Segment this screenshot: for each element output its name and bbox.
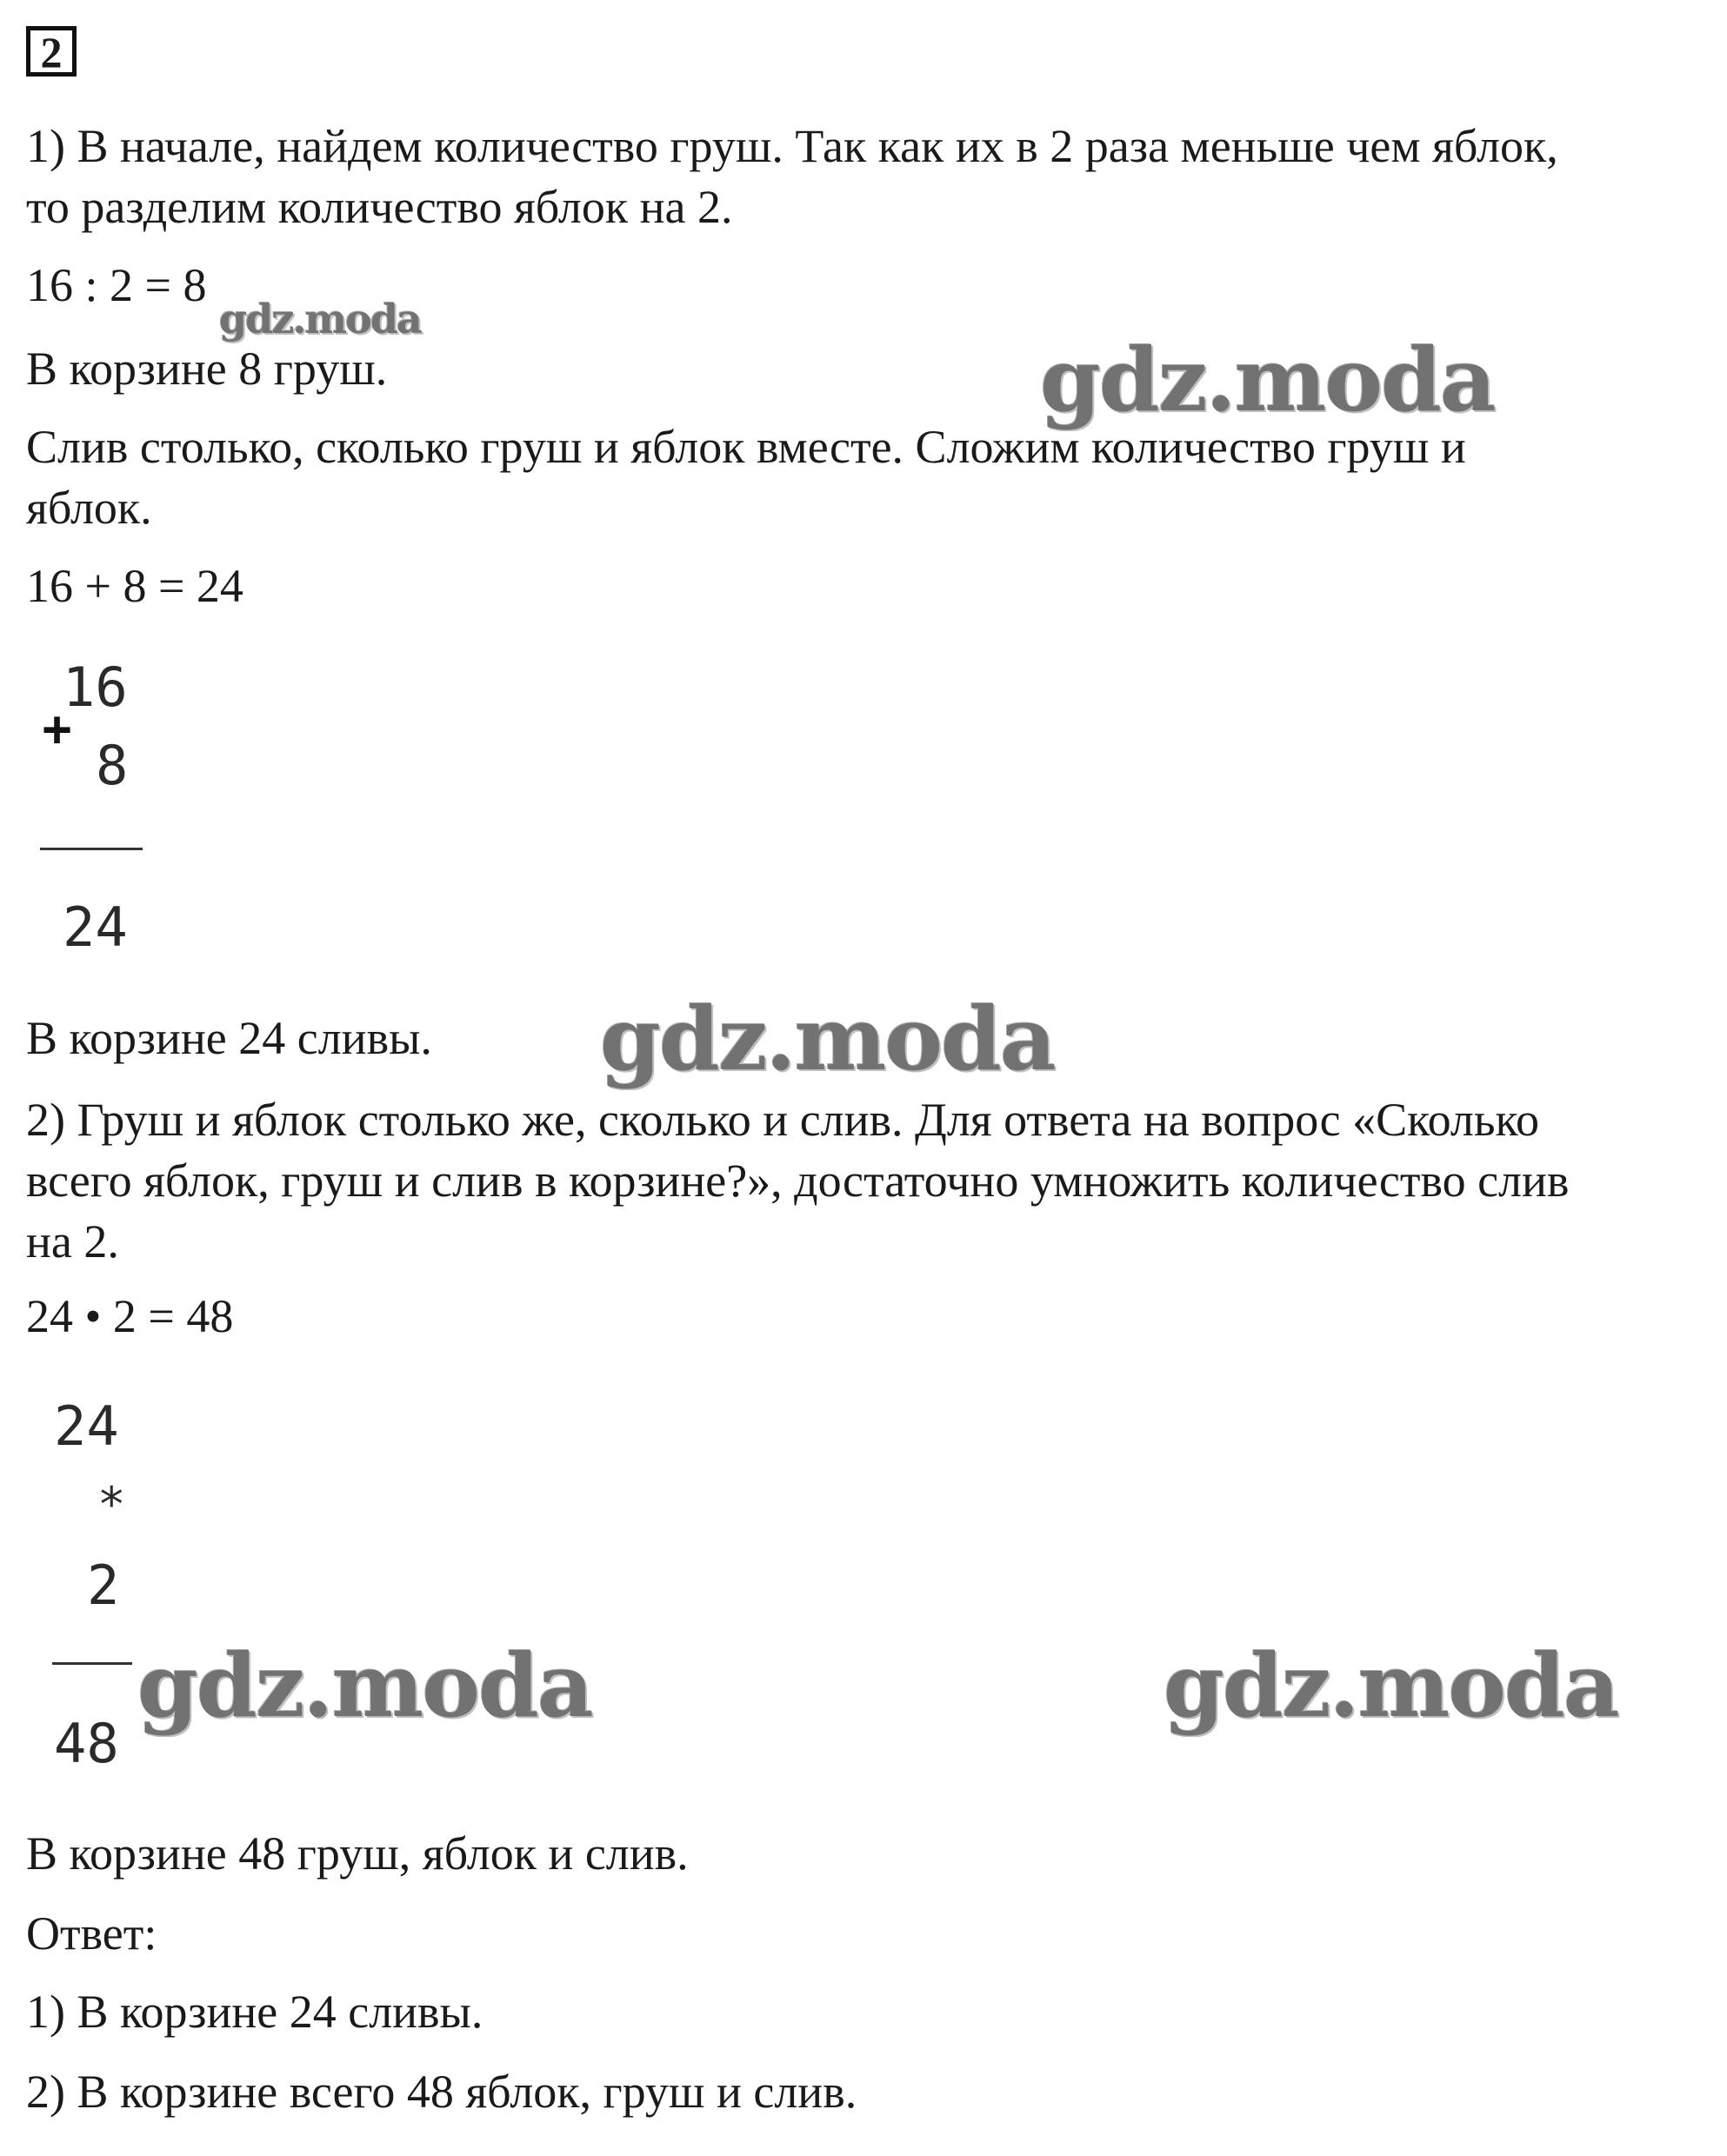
multiplication-result-line xyxy=(52,1662,132,1665)
multiplication-top-operand: 24 xyxy=(54,1394,119,1458)
addition-result: 24 xyxy=(63,895,128,959)
paragraph-2-line-2: яблок. xyxy=(26,482,152,534)
equation-division: 16 : 2 = 8 xyxy=(26,259,207,311)
paragraph-3-line-2: всего яблок, груш и слив в корзине?», достаточно умножить количество слив xyxy=(26,1155,1570,1207)
task-number: 2 xyxy=(40,28,63,77)
addition-plus-sign: + xyxy=(42,701,73,759)
watermark-small: gdz.moda xyxy=(219,296,421,343)
paragraph-1-line-2: то разделим количество яблок на 2. xyxy=(26,181,733,233)
statement-total: В корзине 48 груш, яблок и слив. xyxy=(26,1827,689,1880)
paragraph-2-line-1: Слив столько, сколько груш и яблок вместе. Сложим количество груш и xyxy=(26,421,1466,473)
watermark-top-right: gdz.moda xyxy=(1040,329,1495,431)
watermark-bottom-right: gdz.moda xyxy=(1164,1634,1618,1737)
watermark-bottom-left: gdz.moda xyxy=(137,1634,592,1737)
paragraph-1-line-1: 1) В начале, найдем количество груш. Так как их в 2 раза меньше чем яблок, xyxy=(26,120,1558,172)
paragraph-3-line-1: 2) Груш и яблок столько же, сколько и слив. Для ответа на вопрос «Сколько xyxy=(26,1094,1539,1146)
equation-multiplication: 24 • 2 = 48 xyxy=(26,1290,234,1342)
answer-label: Ответ: xyxy=(26,1907,157,1960)
statement-pears: В корзине 8 груш. xyxy=(26,343,388,395)
multiplication-result: 48 xyxy=(54,1712,119,1775)
addition-bottom-operand: 8 xyxy=(96,734,129,797)
task-number-box xyxy=(26,26,77,77)
statement-plums: В корзине 24 сливы. xyxy=(26,1012,432,1064)
multiplication-operator: * xyxy=(97,1477,126,1532)
answer-2: 2) В корзине всего 48 яблок, груш и слив. xyxy=(26,2066,857,2118)
paragraph-3-line-3: на 2. xyxy=(26,1215,119,1268)
watermark-middle: gdz.moda xyxy=(600,988,1055,1090)
addition-result-line xyxy=(40,848,143,850)
equation-addition: 16 + 8 = 24 xyxy=(26,560,243,612)
addition-top-operand: 16 xyxy=(63,655,128,719)
answer-1: 1) В корзине 24 сливы. xyxy=(26,1986,483,2038)
multiplication-bottom-operand: 2 xyxy=(87,1554,120,1617)
